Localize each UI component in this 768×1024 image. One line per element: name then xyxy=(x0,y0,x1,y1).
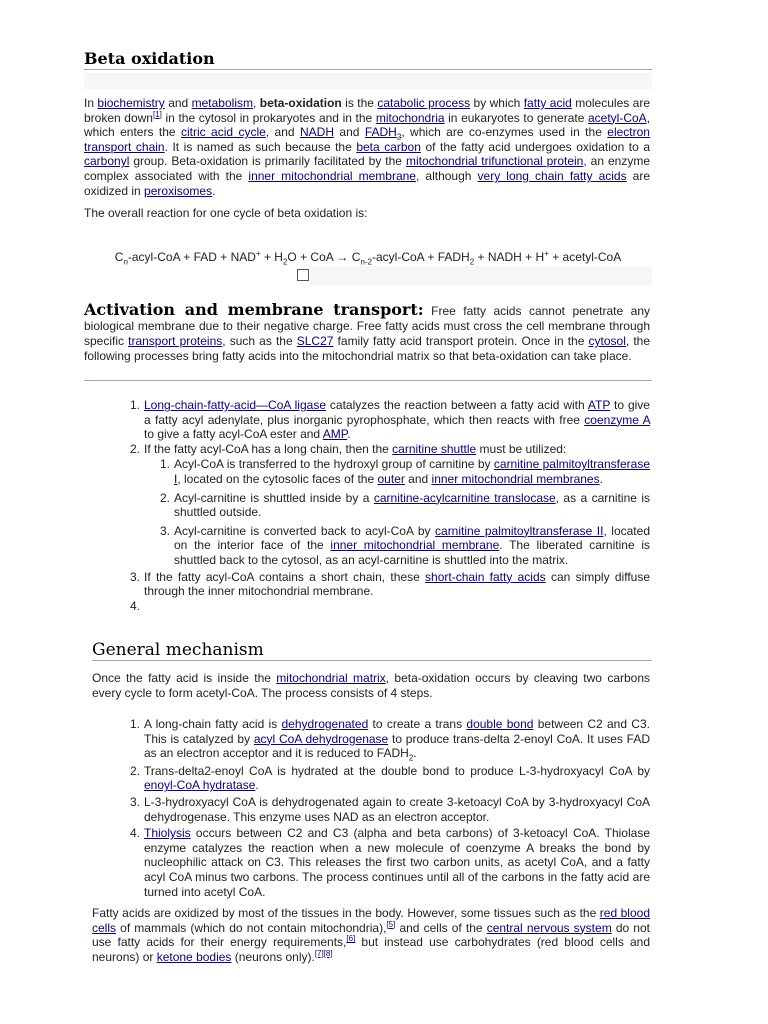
divider xyxy=(84,380,652,381)
link-inner-mitochondrial-membrane-2[interactable]: inner mitochondrial membrane xyxy=(330,538,500,553)
link-transport-proteins[interactable]: transport proteins xyxy=(128,334,223,348)
list-item: 2. Acyl-carnitine is shuttled inside by a carnitine-acylcarnitine translocase, as a carnitine is shuttled outside. xyxy=(159,490,650,520)
ref-7-8[interactable]: [7][8] xyxy=(314,948,333,958)
link-mitochondrial-trifunctional-protein[interactable]: mitochondrial trifunctional protein xyxy=(405,154,584,169)
link-coenzyme-a[interactable]: coenzyme A xyxy=(584,412,650,427)
link-outer[interactable]: outer xyxy=(377,471,405,486)
link-fatty-acid[interactable]: fatty acid xyxy=(523,96,572,110)
link-beta-carbon[interactable]: beta carbon xyxy=(356,139,421,154)
link-acyl-coa-dehydrogenase[interactable]: acyl CoA dehydrogenase xyxy=(253,731,389,746)
activation-paragraph: Activation and membrane transport: Free fatty acids cannot penetrate any biological membrane due to their negative charge. Free fatty acids must cross the cell membrane through specific transport proteins, such as the SLC27 family fatty acid transport protein. Once in the cytosol, the following processes bring fatty acids into the mitochondrial matrix so that beta-oxidation can take place. xyxy=(84,300,650,363)
overall-reaction-text: The overall reaction for one cycle of beta oxidation is: xyxy=(84,206,368,220)
link-atp[interactable]: ATP xyxy=(587,398,611,412)
link-thiolysis[interactable]: Thiolysis xyxy=(144,826,191,841)
link-double-bond[interactable]: double bond xyxy=(466,717,534,731)
mechanism-steps-list xyxy=(116,717,650,899)
link-acetyl-coa[interactable]: acetyl-CoA xyxy=(588,110,647,125)
link-very-long-chain-fatty-acids[interactable]: very long chain fatty acids xyxy=(477,168,627,183)
ref-5[interactable]: [5] xyxy=(386,919,396,929)
gray-bar xyxy=(84,73,652,89)
reaction-equation: $C_n-acyl$-CoA + FAD + $NAD^+ + H_2O$ + CoA → $C_{n-2}-acyl$-CoA + $FADH_2$ + NADH + H+ + acetyl-CoA xyxy=(114,249,622,267)
link-carnitine-palmitoyltransferase-ii[interactable]: carnitine palmitoyltransferase II xyxy=(435,523,604,538)
link-inner-mitochondrial-membranes[interactable]: inner mitochondrial membranes xyxy=(431,471,600,486)
closing-paragraph: Fatty acids are oxidized by most of the tissues in the body. However, some tissues such as the red blood cells of mammals (which do not contain mitochondria),[5] and cells of the central nervous system do not use fatty acids for their energy requirements,[6] but instead use carbohydrates (red blood cells and neurons) or ketone bodies (neurons only).[7][8] xyxy=(92,906,651,964)
link-enoyl-coa-hydratase[interactable]: enoyl-CoA hydratase xyxy=(144,778,256,793)
link-carbonyl[interactable]: carbonyl xyxy=(84,154,130,169)
list-item: 3. Acyl-carnitine is converted back to acyl-CoA by carnitine palmitoyltransferase II, located on the interior face of the inner mitochondrial membrane. The liberated carnitine is shuttled back to the cytosol, as an acyl-carnitine is shuttled into the matrix. xyxy=(159,523,650,567)
link-central-nervous-system[interactable]: central nervous system xyxy=(486,920,612,935)
list-item: 4. xyxy=(129,598,140,613)
section-heading-general-mechanism: General mechanism xyxy=(92,643,652,661)
list-item: 2. If the fatty acyl-CoA has a long chain, then the carnitine shuttle must be utilized: 1. Acyl-CoA is transferred to the hydroxyl group of carnitine by carnitine palmitoyltransferase I, located on the cytosolic faces of the outer and inner mitochondrial membranes. 2. Acyl-carnitine is shuttled inside by a carnitine-acylcarnitine translocase, as a carnitine is shuttled outside. 3. Acyl-carnitine is converted back to acyl-CoA by carnitine palmitoyltransferase II, located on the interior face of the inner mitochondrial membrane. The liberated carnitine is shuttled back to the cytosol, as an acyl-carnitine is shuttled into the matrix. xyxy=(129,441,651,567)
link-mitochondria[interactable]: mitochondria xyxy=(375,110,445,125)
link-inner-mitochondrial-membrane[interactable]: inner mitochondrial membrane xyxy=(248,168,416,183)
link-ketone-bodies[interactable]: ketone bodies xyxy=(156,949,232,964)
list-item: 3. L-3-hydroxyacyl CoA is dehydrogenated again to create 3-ketoacyl CoA by 3-hydroxyacyl CoA dehydrogenase. This enzyme uses NAD as an electron acceptor. xyxy=(129,794,650,824)
link-red-blood-cells[interactable]: red blood cells xyxy=(92,906,650,935)
link-slc27[interactable]: SLC27 xyxy=(296,334,334,348)
section-heading-beta-oxidation: Beta oxidation xyxy=(84,52,652,70)
link-long-chain-fatty-acid-coa-ligase[interactable]: Long-chain-fatty-acid—CoA ligase xyxy=(144,398,326,412)
link-mitochondrial-matrix[interactable]: mitochondrial matrix xyxy=(276,671,386,685)
link-electron-transport-chain[interactable]: electron transport chain xyxy=(84,125,650,154)
link-nadh[interactable]: NADH xyxy=(299,125,334,140)
ref-1[interactable]: [1] xyxy=(153,109,162,119)
term-beta-oxidation: beta-oxidation xyxy=(259,96,342,110)
link-dehydrogenated[interactable]: dehydrogenated xyxy=(281,717,369,731)
list-item: 4. Thiolysis occurs between C2 and C3 (alpha and beta carbons) of 3-ketoacyl CoA. Thiolase enzyme catalyzes the reaction when a new molecule of coenzyme A breaks the bond by nucleophilic attack on C3. This releases the first two carbon units, as acetyl CoA, and a fatty acyl CoA minus two carbons. The process continues until all of the carbons in the fatty acid are turned into acetyl CoA. xyxy=(129,826,650,899)
link-carnitine-palmitoyltransferase-i[interactable]: carnitine palmitoyltransferase I xyxy=(174,457,651,486)
ref-6[interactable]: [6] xyxy=(346,934,356,944)
image-placeholder-icon xyxy=(297,269,309,281)
link-catabolic-process[interactable]: catabolic process xyxy=(377,96,471,110)
link-short-chain-fatty-acids[interactable]: short-chain fatty acids xyxy=(425,569,546,584)
intro-paragraph: In biochemistry and metabolism, beta-oxidation is the catabolic process by which fatty acid molecules are broken down[1] in the cytosol in prokaryotes and in the mitochondria in eukaryotes to generate acetyl-CoA, which enters the citric acid cycle, and NADH and $FADH_2$, which are co-enzymes used in the electron transport chain. It is named as such because the beta carbon of the fatty acid undergoes oxidation to a carbonyl group. Beta-oxidation is primarily facilitated by the mitochondrial trifunctional protein, an enzyme complex associated with the inner mitochondrial membrane, although very long chain fatty acids are oxidized in peroxisomes. xyxy=(84,96,651,198)
link-metabolism[interactable]: metabolism xyxy=(191,96,253,110)
link-carnitine-shuttle[interactable]: carnitine shuttle xyxy=(392,441,477,456)
carnitine-sublist xyxy=(144,457,650,567)
link-fadh2[interactable]: $FADH_2$ xyxy=(364,125,402,142)
link-citric-acid-cycle[interactable]: citric acid cycle xyxy=(180,125,266,140)
list-item: 1. Acyl-CoA is transferred to the hydroxyl group of carnitine by carnitine palmitoyltransferase I, located on the cytosolic faces of the outer and inner mitochondrial membranes. xyxy=(159,457,651,486)
section-heading-activation: Activation and membrane transport: xyxy=(84,300,424,319)
list-item: 1. Long-chain-fatty-acid—CoA ligase catalyzes the reaction between a fatty acid with ATP to give a fatty acyl adenylate, plus inorganic pyrophosphate, which then reacts with free coenzyme A to give a fatty acyl-CoA ester and AMP. xyxy=(129,398,650,442)
link-cytosol[interactable]: cytosol xyxy=(588,334,626,348)
link-amp[interactable]: AMP xyxy=(322,427,348,442)
link-carnitine-acylcarnitine-translocase[interactable]: carnitine-acylcarnitine translocase xyxy=(373,490,556,505)
link-peroxisomes[interactable]: peroxisomes xyxy=(144,183,213,198)
list-item: 2. Trans-delta2-enoyl CoA is hydrated at the double bond to produce L-3-hydroxyacyl CoA by enoyl-CoA hydratase. xyxy=(129,763,650,793)
list-item: 1. A long-chain fatty acid is dehydrogenated to create a trans double bond between C2 and C3. This is catalyzed by acyl CoA dehydrogenase to produce trans-delta 2-enoyl CoA. It uses FAD as an electron acceptor and it is reduced to $FADH_2$. xyxy=(129,717,650,763)
gray-bar xyxy=(310,266,652,286)
general-paragraph: Once the fatty acid is inside the mitochondrial matrix, beta-oxidation occurs by cleaving two carbons every cycle to form acetyl-CoA. The process consists of 4 steps. xyxy=(92,671,651,700)
link-biochemistry[interactable]: biochemistry xyxy=(97,96,165,110)
list-item: 3. If the fatty acyl-CoA contains a short chain, these short-chain fatty acids can simply diffuse through the inner mitochondrial membrane. xyxy=(129,569,650,599)
activation-steps-list xyxy=(116,398,650,614)
